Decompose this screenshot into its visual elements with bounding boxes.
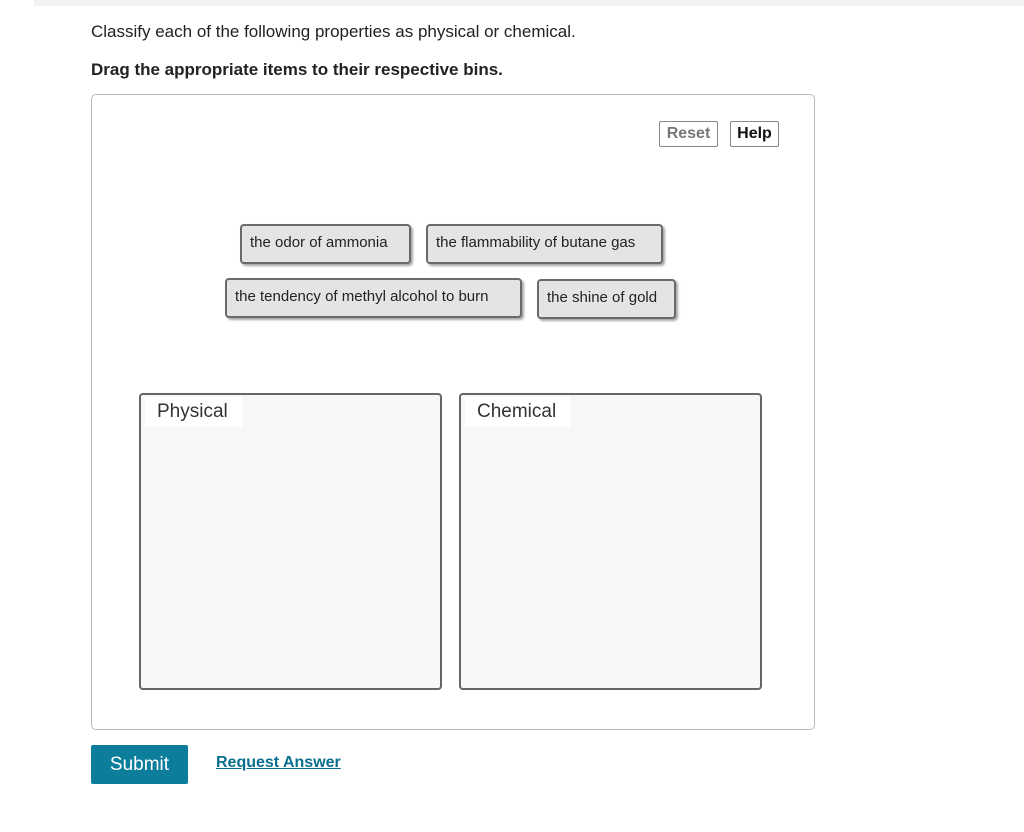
reset-button[interactable]: Reset	[659, 121, 718, 147]
top-strip	[34, 0, 1024, 6]
draggable-item-methyl-alcohol-burn[interactable]: the tendency of methyl alcohol to burn	[225, 278, 522, 318]
draggable-item-flammability-of-butane[interactable]: the flammability of butane gas	[426, 224, 663, 264]
draggable-item-odor-of-ammonia[interactable]: the odor of ammonia	[240, 224, 411, 264]
submit-button[interactable]: Submit	[91, 745, 188, 784]
bin-physical-label: Physical	[145, 397, 242, 427]
drag-instruction: Drag the appropriate items to their respective bins.	[91, 60, 503, 79]
help-button[interactable]: Help	[730, 121, 779, 147]
drag-drop-panel	[91, 94, 815, 730]
bin-chemical-label: Chemical	[465, 397, 570, 427]
bin-physical[interactable]	[139, 393, 442, 690]
request-answer-link[interactable]: Request Answer	[216, 754, 341, 771]
bin-chemical[interactable]	[459, 393, 762, 690]
draggable-item-shine-of-gold[interactable]: the shine of gold	[537, 279, 676, 319]
instruction-text: Classify each of the following properties as physical or chemical.	[91, 22, 576, 41]
